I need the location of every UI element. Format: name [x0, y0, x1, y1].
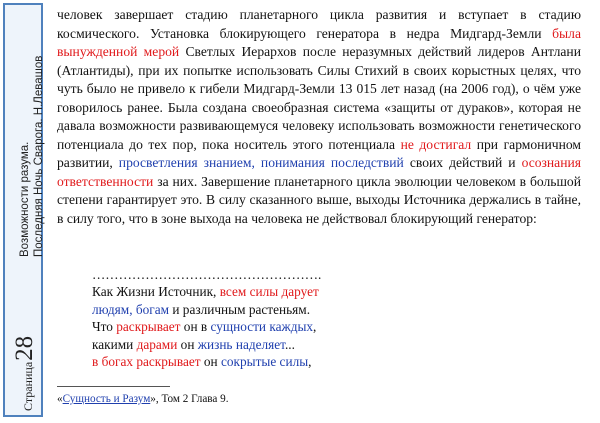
text-span: человек завершает стадию планетарного цикла развития и вступает в стадию космического. Установка блокирующего генератора в недра Мидгард-Земли	[57, 7, 581, 41]
poem-line	[92, 283, 321, 300]
text-span: он	[177, 336, 198, 352]
footnote	[57, 393, 229, 405]
highlight-red: осознания ответственности	[57, 155, 582, 189]
poem-ellipsis: …………………………………………….	[92, 267, 322, 282]
text-span: », Том 2 Глава 9.	[150, 393, 229, 405]
text-span: и различным растеньям.	[169, 301, 311, 317]
page-label: Страница	[21, 361, 35, 411]
text-span: «	[57, 393, 63, 405]
text-span: при гармоничном развитии,	[57, 136, 581, 170]
poem-line	[92, 318, 321, 335]
highlight-blue: людям, богам	[92, 301, 170, 317]
highlight-blue: сущности каждых	[210, 319, 314, 335]
poem-quote	[92, 266, 321, 370]
footnote-divider	[57, 386, 170, 387]
poem-line	[92, 301, 321, 318]
running-header-line-1: Возможности разума.	[19, 141, 31, 257]
text-span: ,	[308, 354, 312, 370]
highlight-red: не достигал	[400, 136, 472, 152]
poem-line	[92, 336, 321, 353]
text-span: Как Жизни Источник,	[92, 284, 220, 300]
text-span: своих действий и	[403, 155, 522, 170]
highlight-blue: просветления знанием, понимания последствий	[118, 155, 404, 170]
highlight-red: в богах раскрывает	[92, 354, 201, 370]
highlight-red: была вынужденной мерой	[57, 25, 581, 59]
text-span: Светлых Иерархов после неразумных действий лидеров Антлани (Атлантиды), при их попытке использовать Силы Стихий в своих корыстных целях, что чуть было не привело к гибели Мидгард-Земли 13 015 лет назад (на 2006 год), о чём уже говорилось ранее. Была создана своеобразная система «защиты от дураков», которая не давала возможности развивающемуся человеку использовать возможности генетического потенциала до тех пор, пока носитель этого потенциала	[57, 44, 581, 152]
highlight-red: всем силы дарует	[219, 284, 319, 300]
text-span: какими	[92, 336, 137, 352]
text-span: за них. Завершение планетарного цикла эволюции человеком в большой степени гарантирует это. В силу сказанного выше, выходы Источника держались в тайне, в силу того, что в зоне выхода на человека не действовал блокирующий генератор:	[57, 173, 581, 226]
text-span: он в	[180, 319, 211, 335]
text-span: он	[200, 354, 221, 370]
highlight-red: дарами	[136, 336, 178, 352]
highlight-blue: сокрытые силы	[220, 354, 309, 370]
highlight-red: раскрывает	[116, 319, 181, 335]
running-header-line-2: Последняя Ночь Сварога. Н.Левашов	[33, 55, 45, 257]
running-header	[18, 55, 46, 257]
body-text	[57, 6, 581, 228]
poem-line	[92, 353, 321, 370]
page-number-block	[12, 336, 38, 411]
source-link[interactable]: Сущность и Разум	[62, 393, 151, 405]
page-sidebar	[3, 3, 43, 417]
text-span: ...	[284, 336, 295, 352]
highlight-blue: жизнь наделяет	[197, 336, 285, 352]
text-span: ,	[313, 319, 317, 335]
text-span: Что	[92, 319, 117, 335]
paragraph	[57, 6, 581, 228]
page-number: 28	[11, 335, 38, 361]
